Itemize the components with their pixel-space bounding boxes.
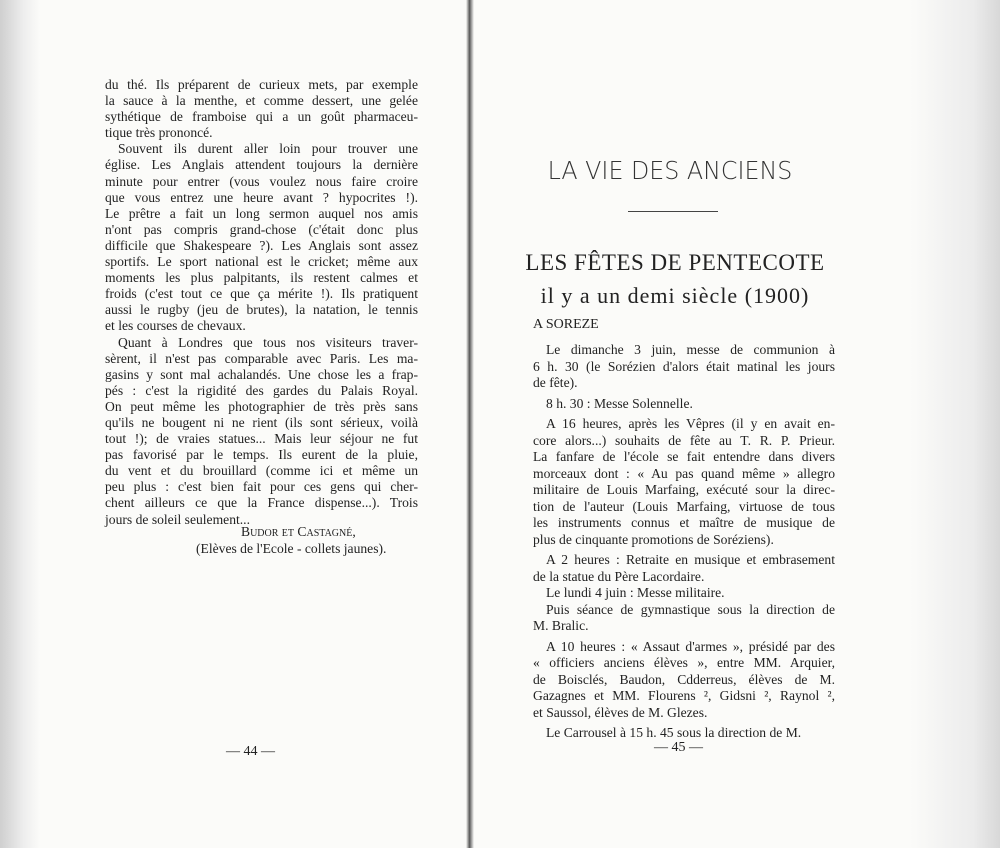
text-line: sythétique de framboise qui a un goût pharmaceu- — [105, 109, 418, 125]
text-line: tion de l'auteur (Louis Marfaing, virtuose de tous — [533, 498, 835, 514]
text-line: pés : c'est la rigidité des gardes du Palais Royal. — [105, 382, 418, 398]
paragraph — [105, 77, 418, 141]
text-line: peu plus : c'est bien fait pour ces gens qui cher- — [105, 479, 418, 495]
text-line: et les courses de chevaux. — [105, 318, 246, 334]
paragraph — [533, 639, 835, 722]
text-line: et Saussol, élèves de M. Glezes. — [533, 704, 708, 720]
text-line: difficile que Shakespeare ?). Les Anglais sont assez — [105, 237, 418, 253]
signature: Budor et Castagné, — [241, 524, 356, 539]
scan-edge-right — [910, 0, 1000, 848]
paragraph — [533, 585, 835, 602]
text-line: église. Les Anglais attendent toujours la dernière — [105, 157, 418, 173]
text-line: chent ailleurs ce que la France dispense...). Trois — [105, 495, 418, 511]
text-line: moments les plus palpitants, ils restent calmes et — [105, 270, 418, 286]
text-line: Le dimanche 3 juin, messe de communion à — [546, 342, 835, 357]
section-title: LA VIE DES ANCIENS — [547, 156, 793, 185]
page-number-left: — 44 — — [226, 744, 275, 759]
text-line: minute pour entrer (vous voulez nous faire croire — [105, 173, 418, 189]
text-line: du thé. Ils préparent de curieux mets, par exemple — [105, 77, 418, 92]
text-line: 8 h. 30 : Messe Solennelle. — [546, 395, 693, 411]
right-page-text — [533, 342, 835, 746]
text-line: A 2 heures : Retraite en musique et embrasement — [546, 552, 835, 567]
text-line: du vent et du brouillard (comme ici et même un — [105, 463, 418, 479]
text-line: morceaux dont : « Au pas quand même » allegro — [533, 465, 835, 481]
signature-note: (Elèves de l'Ecole - collets jaunes). — [196, 541, 387, 556]
paragraph — [533, 396, 835, 413]
text-line: tout !); de vraies statues... Mais leur séjour ne fut — [105, 431, 418, 447]
text-line: M. Bralic. — [533, 618, 589, 633]
text-line: de fête). — [533, 375, 578, 390]
text-line: de Boisclés, Baudon, Cdderreus, élèves de M. — [533, 671, 835, 687]
place-heading: A SOREZE — [533, 317, 599, 332]
text-line: gasins y sont mal achalandés. Une chose les a frap- — [105, 366, 418, 382]
text-line: Gazagnes et MM. Flourens ², Gidsni ², Raynol ², — [533, 688, 835, 703]
paragraph — [533, 342, 835, 392]
paragraph — [533, 416, 835, 548]
paragraph — [105, 141, 418, 334]
text-line: On peut même les photographier de très près sans — [105, 398, 418, 414]
article-heading: LES FÊTES DE PENTECOTE — [525, 250, 825, 275]
paragraph — [533, 552, 835, 585]
text-line: aussi le rugby (jeu de brutes), la natation, le tennis — [105, 302, 418, 318]
text-line: Puis séance de gymnastique sous la direction de — [546, 601, 835, 617]
text-line: sportifs. Le sport national est le cricket; même aux — [105, 254, 418, 270]
text-line: A 10 heures : « Assaut d'armes », présidé par des — [546, 638, 835, 654]
text-line: « officiers anciens élèves », entre MM. Arquier, — [533, 655, 835, 670]
title-rule — [628, 211, 718, 212]
text-line: Le prêtre a fait un long sermon auquel nos amis — [105, 205, 418, 221]
left-page-text — [105, 77, 418, 528]
text-line: sèrent, il n'est pas comparable avec Paris. Les ma- — [105, 350, 418, 366]
article-subheading: il y a un demi siècle (1900) — [540, 283, 810, 308]
text-line: froids (c'est tout ce que ça mérite !). Ils pratiquent — [105, 286, 418, 302]
text-line: Souvent ils durent aller loin pour trouver une — [118, 141, 418, 157]
book-gutter — [466, 0, 474, 848]
text-line: qu'ils ne bougent ni ne rient (ils sont sérieux, voilà — [105, 414, 418, 430]
text-line: A 16 heures, après les Vêpres (il y en avait en- — [546, 416, 835, 431]
scan-edge-left — [0, 0, 40, 848]
text-line: Le Carrousel à 15 h. 45 sous la direction de M. — [546, 725, 802, 740]
text-line: les instruments connus et maître de musique de — [533, 515, 835, 530]
text-line: plus de cinquante promotions de Soréziens). — [533, 531, 774, 547]
text-line: pas favorisé par le temps. Ils eurent de la pluie, — [105, 447, 418, 463]
paragraph — [533, 602, 835, 635]
text-line: militaire de Louis Marfaing, exécuté sour la direc- — [533, 482, 835, 497]
text-line: que vous entrez une heure avant ? hypocrites !). — [105, 189, 418, 205]
text-line: n'ont pas compris grand-chose (c'était donc plus — [105, 221, 418, 237]
text-line: tique très prononcé. — [105, 125, 213, 141]
text-line: de la statue du Père Lacordaire. — [533, 568, 705, 584]
text-line: Quant à Londres que tous nos visiteurs traver- — [118, 334, 418, 350]
paragraph — [105, 335, 418, 528]
text-line: la sauce à la menthe, et comme dessert, une gelée — [105, 93, 418, 109]
text-line: Le lundi 4 juin : Messe militaire. — [546, 585, 725, 600]
text-line: core alors...) souhaits de fête au T. R. P. Prieur. — [533, 432, 835, 448]
text-line: jours de soleil seulement... — [105, 511, 250, 527]
page-number-right: — 45 — — [654, 740, 703, 755]
text-line: 6 h. 30 (le Sorézien d'alors était matinal les jours — [533, 358, 835, 374]
text-line: La fanfare de l'école se fait entendre dans divers — [533, 449, 835, 464]
